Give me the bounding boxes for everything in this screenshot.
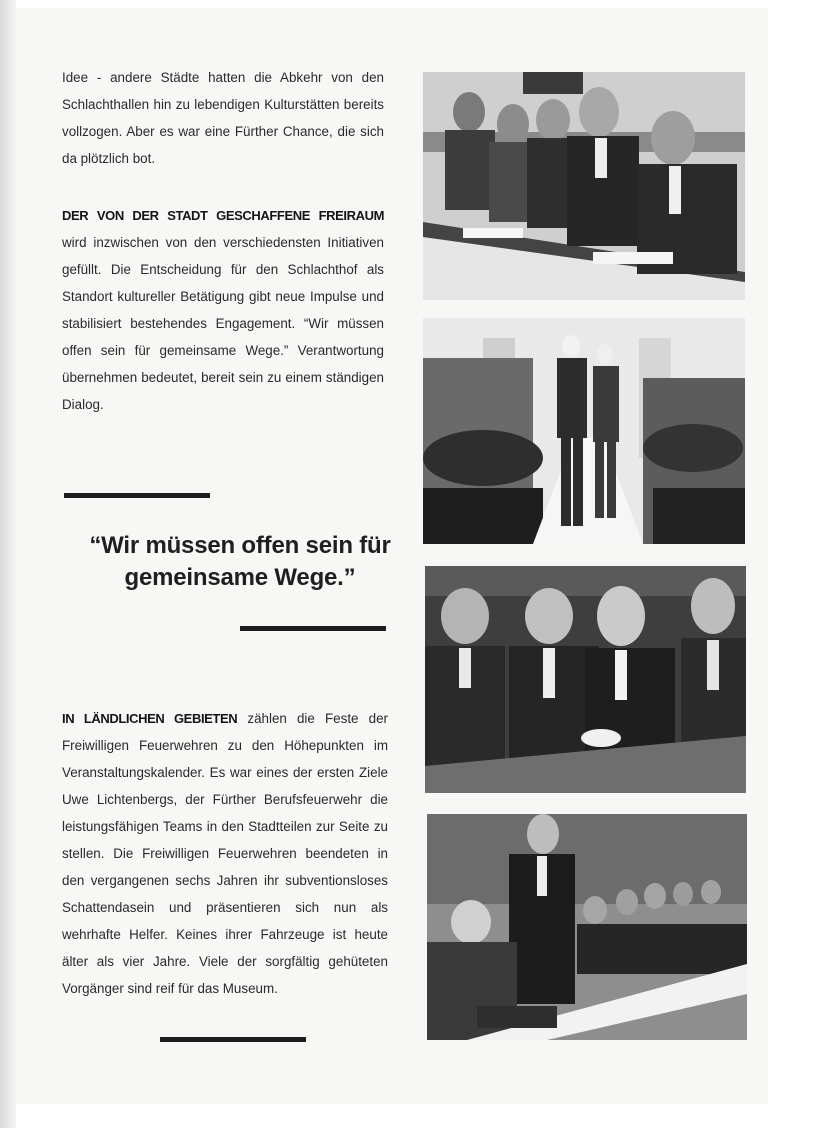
intro-paragraph: Idee - andere Städte hatten die Abkehr von den Schlachthallen hin zu lebendigen Kulturstätten bereits vollzogen. Aber es war eine Fürther Chance, die sich da plötzlich bot.	[62, 70, 384, 166]
section1-body: wird inzwischen von den verschiedensten Initiativen gefüllt. Die Entscheidung für den Schlachthof als Standort kultureller Betätigung gibt neue Impulse und stabilisiert bestehendes Engagement. “Wir müssen offen sein für gemeinsame Wege.” Verantwortung übernehmen bedeutet, bereit sein zu einem ständigen Dialog.	[62, 235, 384, 412]
section2-lead: IN LÄNDLICHEN GEBIETEN	[62, 711, 238, 726]
section2-body: zählen die Feste der Freiwilligen Feuerwehren zu den Höhepunkten im Veranstaltungskalender. Es war eines der ersten Ziele Uwe Lichtenbergs, der Fürther Berufsfeuerwehr die leistungsfähigen Teams in den Stadtteilen zur Seite zu stellen. Die Freiwilligen Feuerwehren beendeten in den vergangenen sechs Jahren ihr subventionsloses Schattendasein und präsentieren sich nun als wehrhafte Helfer. Keines ihrer Fahrzeuge ist heute älter als vier Jahre. Viele der sorgfältig gehüteten Vorgänger sind reif für das Museum.	[62, 711, 388, 996]
rule-after-quote	[240, 626, 386, 631]
photo-plant-tour	[423, 318, 745, 544]
section2-paragraph	[62, 705, 388, 1002]
rule-top-left	[64, 493, 210, 498]
section1-paragraph	[62, 202, 384, 418]
photo-conference-table	[423, 72, 745, 300]
photo-council-meeting	[427, 814, 747, 1040]
scan-edge	[0, 0, 16, 1128]
rule-bottom	[160, 1037, 306, 1042]
section1-lead: DER VON DER STADT GESCHAFFENE FREIRAUM	[62, 208, 384, 223]
pull-quote: “Wir müssen offen sein für gemeinsame Wege.”	[89, 532, 391, 591]
photo-officials-model	[425, 566, 746, 793]
